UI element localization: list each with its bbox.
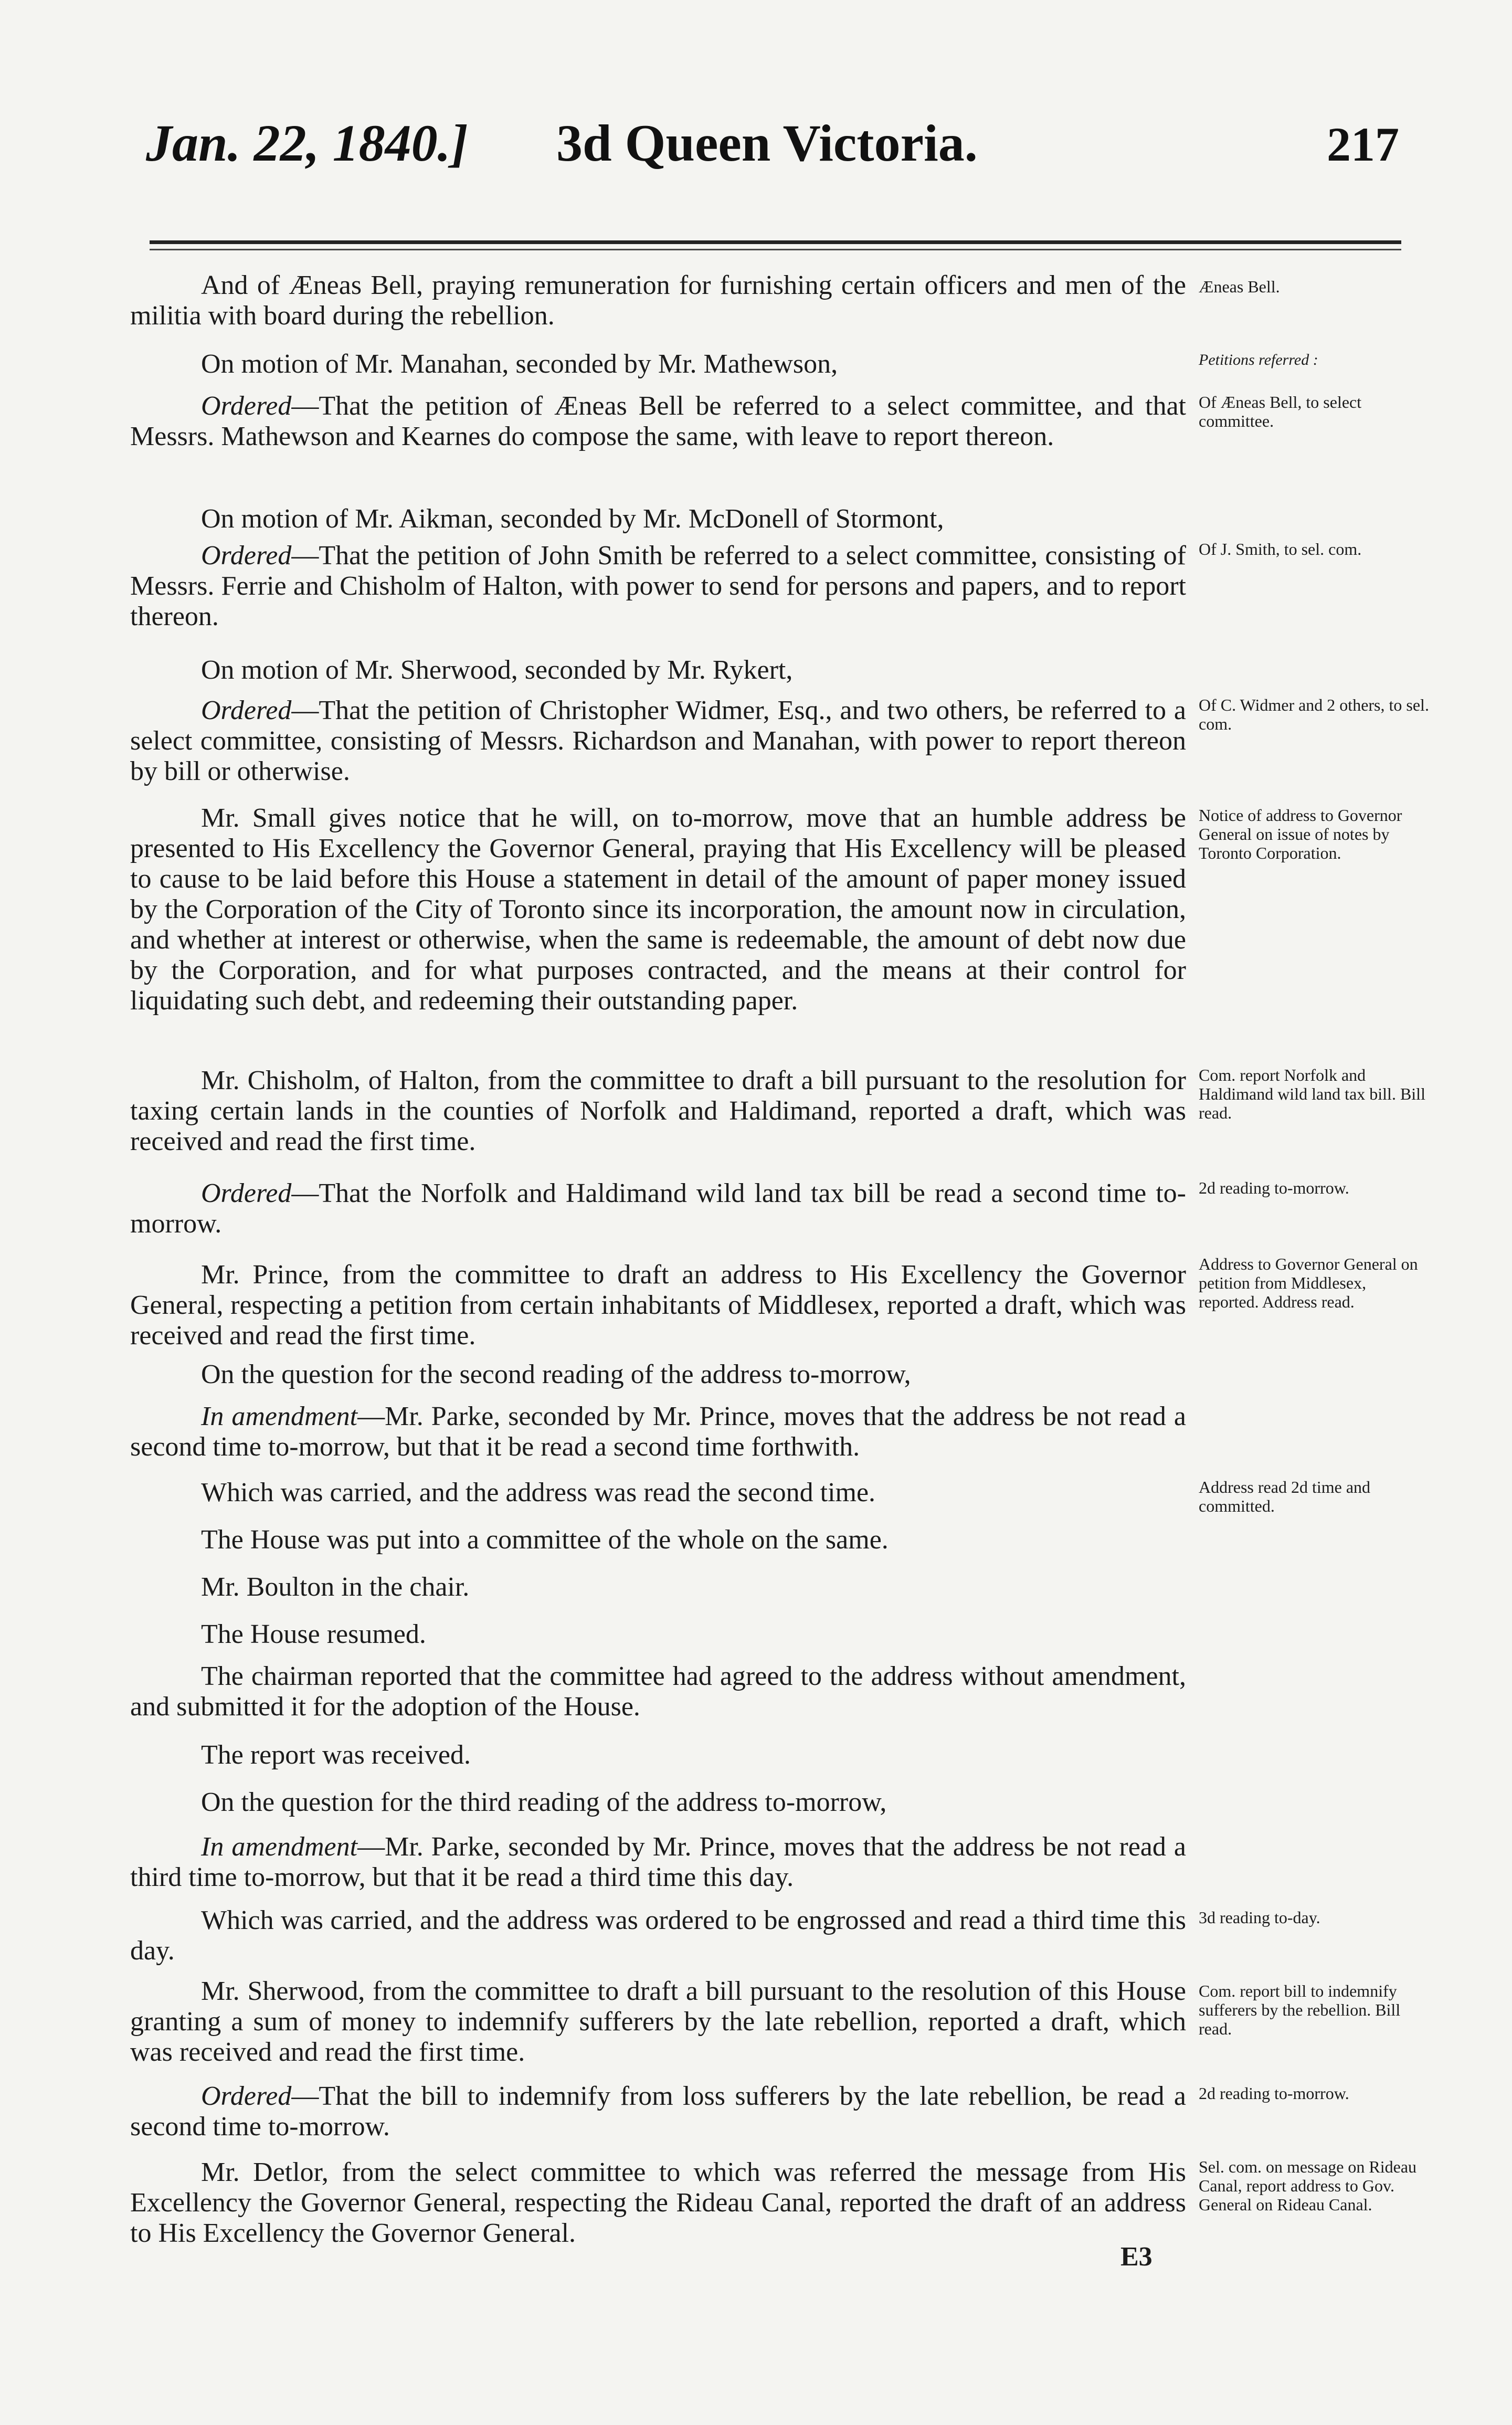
margin-note: Address read 2d time and committed.: [1199, 1478, 1371, 1515]
margin-note: Æneas Bell.: [1199, 277, 1280, 296]
paragraph: Ordered—That the petition of John Smith be referred to a select committee, consisting of Messrs. Ferrie and Chisholm of Halton, with power to send for persons and papers, and to report thereon.: [130, 541, 1186, 631]
header-rule-thin: [150, 249, 1401, 250]
paragraph: Which was carried, and the address was read the second time.: [201, 1478, 876, 1507]
paragraph: Ordered—That the petition of Christopher Widmer, Esq., and two others, be referred to a select committee, consisting of Messrs. Richardson and Manahan, with power to report thereon by bill or otherwise.: [130, 695, 1186, 786]
margin-note: 2d reading to-morrow.: [1199, 1178, 1349, 1197]
margin-note: Com. report Norfolk and Haldimand wild land tax bill. Bill read.: [1199, 1066, 1425, 1122]
paragraph: And of Æneas Bell, praying remuneration for furnishing certain officers and men of the militia with board during the rebellion.: [130, 270, 1186, 331]
paragraph: Mr. Boulton in the chair.: [201, 1572, 470, 1602]
margin-note: Notice of address to Governor General on issue of notes by Toronto Corporation.: [1199, 806, 1402, 862]
margin-note: Sel. com. on message on Rideau Canal, report address to Gov. General on Rideau Canal.: [1199, 2157, 1417, 2214]
paragraph: Which was carried, and the address was ordered to be engrossed and read a third time this day.: [130, 1905, 1186, 1966]
paragraph: Mr. Prince, from the committee to draft an address to His Excellency the Governor General, respecting a petition from certain inhabitants of Middlesex, reported a draft, which was received and read the first time.: [130, 1260, 1186, 1351]
paragraph: Mr. Detlor, from the select committee to which was referred the message from His Excellency the Governor General, respecting the Rideau Canal, reported the draft of an address to His Excellency the Governor General.: [130, 2157, 1186, 2248]
paragraph: On the question for the second reading of the address to-morrow,: [201, 1359, 911, 1389]
paragraph: Ordered—That the Norfolk and Haldimand wild land tax bill be read a second time to-morrow.: [130, 1178, 1186, 1239]
paragraph: On motion of Mr. Aikman, seconded by Mr. McDonell of Stormont,: [201, 504, 944, 534]
signature-mark: E3: [1120, 2242, 1152, 2272]
paragraph: Mr. Small gives notice that he will, on to-morrow, move that an humble address be presented to His Excellency the Governor General, praying that His Excellency will be pleased to cause to be laid before this House a statement in detail of the amount of paper money issued by the Corporation of the City of Toronto since its incorporation, the amount now in circulation, and whether at interest or otherwise, when the same is redeemable, the amount of debt now due by the Corporation, and for what purposes contracted, and the means at their control for liquidating such debt, and redeeming their outstanding paper.: [130, 803, 1186, 1016]
page-number: 217: [1327, 118, 1399, 171]
header-rule: [150, 240, 1401, 244]
paragraph: On motion of Mr. Manahan, seconded by Mr. Mathewson,: [201, 349, 838, 379]
margin-note: Petitions referred :: [1199, 351, 1318, 368]
paragraph: Ordered—That the petition of Æneas Bell be referred to a select committee, and that Messrs. Mathewson and Kearnes do compose the same, with leave to report thereon.: [130, 391, 1186, 451]
paragraph: On the question for the third reading of the address to-morrow,: [201, 1787, 887, 1817]
margin-note: 3d reading to-day.: [1199, 1908, 1320, 1927]
paragraph: The chairman reported that the committee had agreed to the address without amendment, and submitted it for the adoption of the House.: [130, 1661, 1186, 1722]
margin-note: Of C. Widmer and 2 others, to sel. com.: [1199, 695, 1429, 733]
paragraph: The report was received.: [201, 1740, 471, 1770]
paragraph: The House was put into a committee of the whole on the same.: [201, 1525, 889, 1555]
paragraph: In amendment—Mr. Parke, seconded by Mr. Prince, moves that the address be not read a third time to-morrow, but that it be read a third time this day.: [130, 1832, 1186, 1892]
paragraph: Ordered—That the bill to indemnify from loss sufferers by the late rebellion, be read a second time to-morrow.: [130, 2081, 1186, 2142]
margin-note: Com. report bill to indemnify sufferers by the rebellion. Bill read.: [1199, 1981, 1401, 2038]
paragraph: The House resumed.: [201, 1619, 426, 1649]
margin-note: Of Æneas Bell, to select committee.: [1199, 393, 1362, 430]
paragraph: In amendment—Mr. Parke, seconded by Mr. Prince, moves that the address be not read a second time to-morrow, but that it be read a second time forthwith.: [130, 1401, 1186, 1462]
margin-note: Of J. Smith, to sel. com.: [1199, 540, 1362, 558]
paragraph: Mr. Sherwood, from the committee to draft a bill pursuant to the resolution of this House granting a sum of money to indemnify sufferers by the late rebellion, reported a draft, which was received and read the first time.: [130, 1976, 1186, 2067]
header-date: Jan. 22, 1840.]: [146, 114, 468, 172]
margin-note: 2d reading to-morrow.: [1199, 2084, 1349, 2103]
paragraph: Mr. Chisholm, of Halton, from the committee to draft a bill pursuant to the resolution for taxing certain lands in the counties of Norfolk and Haldimand, reported a draft, which was received and read the first time.: [130, 1066, 1186, 1156]
margin-note: Address to Governor General on petition from Middlesex, reported. Address read.: [1199, 1254, 1418, 1311]
header-title: 3d Queen Victoria.: [556, 114, 978, 172]
paragraph: On motion of Mr. Sherwood, seconded by Mr. Rykert,: [201, 655, 793, 685]
